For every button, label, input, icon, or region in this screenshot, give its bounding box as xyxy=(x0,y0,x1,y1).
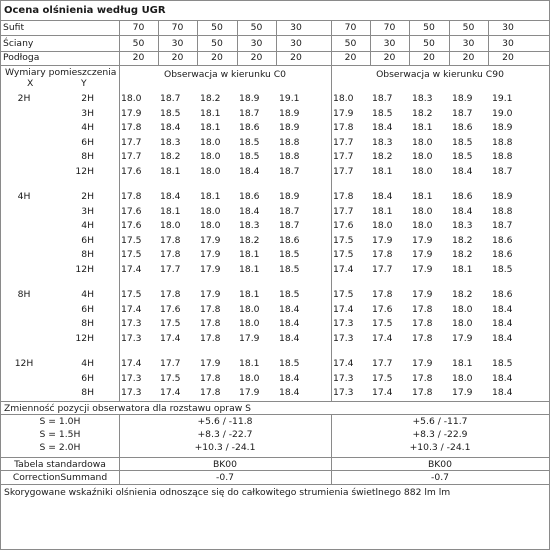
reflectance-label: Podłoga xyxy=(3,52,40,63)
ugr-c0-value: 17.5 xyxy=(121,234,142,246)
ugr-c90-value: 17.5 xyxy=(333,289,354,300)
ugr-c0-value: 17.9 xyxy=(200,289,221,300)
reflectance-value: 50 xyxy=(344,38,357,49)
ugr-c0-value: 18.4 xyxy=(160,191,181,202)
ugr-c90-value: 17.9 xyxy=(333,107,354,119)
variation-bottom-line xyxy=(1,457,549,458)
correction-label: CorrectionSummand xyxy=(12,472,108,483)
ugr-c90-value: 17.7 xyxy=(333,165,354,177)
variation-header-line xyxy=(1,414,549,415)
ugr-c0-value: 18.4 xyxy=(279,372,300,384)
variation-c0-value: +8.3 / -22.7 xyxy=(197,429,253,440)
footnote: Skorygowane wskaźniki olśnienia odnoszące się do całkowitego strumienia świetlnego 882 lm lm xyxy=(4,487,451,498)
reflectance-value: 30 xyxy=(290,38,302,49)
ugr-c90-value: 18.4 xyxy=(492,318,513,329)
title-divider xyxy=(1,20,549,21)
ugr-c0-value: 17.4 xyxy=(121,263,142,275)
ugr-c90-value: 19.0 xyxy=(492,107,513,119)
room-y-value: 6H xyxy=(81,372,94,384)
col-divider xyxy=(331,20,332,66)
ugr-c90-value: 17.3 xyxy=(333,372,354,384)
room-y-value: 2H xyxy=(81,191,94,202)
ugr-c0-value: 17.4 xyxy=(121,358,142,369)
reflectance-value: 20 xyxy=(132,52,145,63)
ugr-c90-value: 18.7 xyxy=(372,93,393,104)
ugr-c90-value: 17.9 xyxy=(412,234,433,246)
ugr-c90-value: 18.9 xyxy=(492,191,513,202)
ugr-c90-value: 18.5 xyxy=(452,151,473,162)
ugr-c90-value: 17.7 xyxy=(333,151,354,162)
ugr-c90-value: 17.9 xyxy=(412,358,433,369)
ugr-c90-value: 18.0 xyxy=(372,220,393,231)
ugr-c0-value: 17.3 xyxy=(121,372,142,384)
ugr-c90-value: 18.8 xyxy=(492,136,513,148)
ugr-c90-value: 18.1 xyxy=(372,205,393,217)
ugr-c0-value: 18.4 xyxy=(279,318,300,329)
reflectance-value: 20 xyxy=(383,52,396,63)
ugr-c0-value: 18.0 xyxy=(200,136,221,148)
ugr-c90-value: 19.1 xyxy=(492,93,513,104)
ugr-c0-value: 18.0 xyxy=(121,93,142,104)
ugr-c90-value: 17.8 xyxy=(412,372,433,384)
standard-table-label: Tabela standardowa xyxy=(14,459,106,470)
ugr-c90-value: 18.5 xyxy=(372,107,393,119)
ugr-c0-value: 18.2 xyxy=(239,234,260,246)
ugr-c90-value: 18.9 xyxy=(452,93,473,104)
col-divider xyxy=(449,20,450,66)
ugr-c0-value: 18.2 xyxy=(160,151,181,162)
ugr-c0-value: 17.9 xyxy=(239,332,260,344)
ugr-c90-value: 18.1 xyxy=(372,165,393,177)
ugr-c0-value: 17.5 xyxy=(121,289,142,300)
ugr-c0-value: 17.5 xyxy=(160,318,181,329)
ugr-c0-value: 17.9 xyxy=(200,249,221,260)
ugr-c0-value: 18.0 xyxy=(200,165,221,177)
ugr-c90-value: 18.0 xyxy=(452,318,473,329)
ugr-c0-value: 17.8 xyxy=(200,387,221,398)
ugr-c0-value: 18.0 xyxy=(239,318,260,329)
variation-top-line xyxy=(1,401,549,402)
room-y-value: 6H xyxy=(81,136,94,148)
ugr-c0-value: 17.8 xyxy=(200,303,221,315)
ugr-c0-value: 18.7 xyxy=(239,107,260,119)
room-y-value: 3H xyxy=(81,107,94,119)
ugr-c90-value: 17.7 xyxy=(333,205,354,217)
page-title: Ocena olśnienia według UGR xyxy=(4,5,166,16)
ugr-c0-value: 18.5 xyxy=(279,263,300,275)
ugr-c0-value: 17.6 xyxy=(121,220,142,231)
ugr-c90-value: 18.0 xyxy=(412,151,433,162)
col-divider xyxy=(370,20,371,66)
ugr-c0-value: 18.1 xyxy=(239,263,260,275)
ugr-c0-value: 18.8 xyxy=(279,151,300,162)
ugr-c0-value: 18.0 xyxy=(239,372,260,384)
ugr-c90-value: 18.2 xyxy=(372,151,393,162)
variation-c90-value: +8.3 / -22.9 xyxy=(412,429,468,440)
room-x-value: 4H xyxy=(17,191,31,202)
reflectance-value: 30 xyxy=(171,38,184,49)
room-x-value: 8H xyxy=(17,289,31,300)
ugr-c90-value: 18.4 xyxy=(492,303,513,315)
ugr-c90-value: 17.8 xyxy=(372,289,393,300)
ugr-c0-value: 18.6 xyxy=(239,122,260,133)
ugr-c90-value: 17.5 xyxy=(333,234,354,246)
ugr-c90-value: 17.8 xyxy=(412,318,433,329)
correction-c0: -0.7 xyxy=(216,472,234,483)
col-divider xyxy=(197,20,198,66)
room-y-value: 4H xyxy=(81,122,94,133)
ugr-c0-value: 18.1 xyxy=(239,249,260,260)
room-y-value: 6H xyxy=(81,303,94,315)
ugr-c0-value: 17.8 xyxy=(200,332,221,344)
ugr-c90-value: 17.5 xyxy=(372,372,393,384)
ugr-c90-value: 18.6 xyxy=(492,289,513,300)
ugr-c0-value: 18.0 xyxy=(200,205,221,217)
ugr-c90-value: 17.5 xyxy=(333,249,354,260)
ugr-c0-value: 18.7 xyxy=(279,165,300,177)
room-y-value: 12H xyxy=(75,165,94,177)
reflectance-value: 70 xyxy=(171,22,184,33)
ugr-c90-value: 17.5 xyxy=(372,318,393,329)
ugr-c0-value: 17.8 xyxy=(160,289,181,300)
room-y-value: 12H xyxy=(75,332,94,344)
ugr-c90-value: 18.1 xyxy=(452,358,473,369)
ugr-c90-value: 18.7 xyxy=(492,165,513,177)
ugr-c0-value: 18.5 xyxy=(239,136,260,148)
ugr-c90-value: 18.6 xyxy=(452,191,473,202)
reflectance-value: 50 xyxy=(423,22,435,33)
ugr-c0-value: 18.2 xyxy=(200,93,221,104)
ugr-c90-value: 18.2 xyxy=(452,249,473,260)
standard-table-c0: BK00 xyxy=(212,459,238,470)
reflectance-value: 50 xyxy=(132,38,145,49)
ugr-c90-value: 18.6 xyxy=(452,122,473,133)
reflectance-row-line xyxy=(1,65,549,66)
ugr-c0-value: 17.8 xyxy=(160,249,181,260)
reflectance-value: 20 xyxy=(250,52,263,63)
ugr-c90-value: 17.7 xyxy=(372,263,393,275)
room-y-value: 8H xyxy=(81,249,94,260)
ugr-c0-value: 17.8 xyxy=(200,318,221,329)
reflectance-value: 50 xyxy=(211,38,223,49)
ugr-c0-value: 17.7 xyxy=(121,136,142,148)
reflectance-value: 50 xyxy=(211,22,223,33)
ugr-c90-value: 17.7 xyxy=(372,358,393,369)
room-y-value: 4H xyxy=(81,289,94,300)
ugr-c0-value: 17.9 xyxy=(200,234,221,246)
room-x-value: 12H xyxy=(14,358,34,369)
room-dims-label: Wymiary pomieszczenia xyxy=(5,67,117,78)
col-divider xyxy=(276,20,277,66)
reflectance-value: 30 xyxy=(502,38,514,49)
room-y-value: 6H xyxy=(81,234,94,246)
spacing-label: S = 2.0H xyxy=(39,442,81,453)
col-divider xyxy=(119,20,120,66)
ugr-c90-value: 17.9 xyxy=(412,249,433,260)
ugr-c90-value: 17.4 xyxy=(372,387,393,398)
ugr-c90-value: 18.0 xyxy=(412,165,433,177)
ugr-c90-value: 17.9 xyxy=(412,289,433,300)
reflectance-value: 50 xyxy=(462,22,475,33)
ugr-c90-value: 18.7 xyxy=(492,220,513,231)
ugr-c90-value: 18.1 xyxy=(412,122,433,133)
ugr-c0-value: 17.6 xyxy=(160,303,181,315)
reflectance-value: 70 xyxy=(132,22,145,33)
reflectance-label: Ściany xyxy=(3,38,34,49)
ugr-c90-value: 17.8 xyxy=(412,387,433,398)
room-y-value: 8H xyxy=(81,387,94,398)
ugr-c0-value: 18.9 xyxy=(279,107,300,119)
reflectance-value: 30 xyxy=(290,22,302,33)
ugr-c90-value: 18.2 xyxy=(452,234,473,246)
ugr-c0-value: 18.8 xyxy=(279,136,300,148)
ugr-c0-value: 18.3 xyxy=(160,136,181,148)
ugr-c0-value: 18.5 xyxy=(279,289,300,300)
ugr-c90-value: 17.4 xyxy=(333,358,354,369)
col-divider xyxy=(488,20,489,66)
ugr-c90-value: 17.4 xyxy=(333,263,354,275)
ugr-c90-value: 17.6 xyxy=(372,303,393,315)
ugr-c90-value: 17.8 xyxy=(333,122,354,133)
ugr-c0-value: 18.6 xyxy=(279,234,300,246)
reflectance-row-line xyxy=(1,35,549,36)
room-y-value: 8H xyxy=(81,151,94,162)
ugr-c0-value: 17.7 xyxy=(160,358,181,369)
obs-c90-header: Obserwacja w kierunku C90 xyxy=(376,69,504,80)
ugr-c0-value: 17.5 xyxy=(121,249,142,260)
col-divider xyxy=(158,20,159,66)
ugr-c0-value: 18.0 xyxy=(200,151,221,162)
reflectance-value: 20 xyxy=(423,52,435,63)
ugr-c0-value: 17.7 xyxy=(160,263,181,275)
ugr-c0-value: 17.4 xyxy=(160,387,181,398)
ugr-c90-value: 18.8 xyxy=(492,151,513,162)
ugr-c90-value: 17.3 xyxy=(333,332,354,344)
ugr-c0-value: 18.9 xyxy=(239,93,260,104)
ugr-c0-value: 18.1 xyxy=(200,191,221,202)
ugr-c0-value: 18.0 xyxy=(239,303,260,315)
ugr-c90-value: 18.0 xyxy=(412,220,433,231)
ugr-c90-value: 18.4 xyxy=(492,387,513,398)
ugr-c0-value: 18.4 xyxy=(279,387,300,398)
ugr-c90-value: 18.3 xyxy=(372,136,393,148)
ugr-c90-value: 17.8 xyxy=(412,303,433,315)
standard-table-c90: BK00 xyxy=(427,459,453,470)
ugr-c90-value: 18.4 xyxy=(492,372,513,384)
ugr-c90-value: 18.4 xyxy=(372,122,393,133)
ugr-c90-value: 18.5 xyxy=(452,136,473,148)
ugr-c0-value: 18.7 xyxy=(279,220,300,231)
ugr-c90-value: 18.7 xyxy=(452,107,473,119)
spacing-label: S = 1.0H xyxy=(39,416,81,427)
ugr-c0-value: 18.0 xyxy=(160,220,181,231)
ugr-c0-value: 17.9 xyxy=(239,387,260,398)
room-y-value: 8H xyxy=(81,318,94,329)
variation-c90-value: +10.3 / -24.1 xyxy=(409,442,471,453)
ugr-c0-value: 18.1 xyxy=(239,289,260,300)
ugr-c90-value: 18.9 xyxy=(492,122,513,133)
dims-divider xyxy=(119,65,120,401)
room-y-value: 3H xyxy=(81,205,94,217)
variation-c90-value: +5.6 / -11.7 xyxy=(412,416,468,427)
ugr-c0-value: 18.4 xyxy=(239,205,260,217)
ugr-c90-value: 17.9 xyxy=(452,387,473,398)
ugr-c0-value: 17.4 xyxy=(121,303,142,315)
ugr-c90-value: 17.8 xyxy=(412,332,433,344)
ugr-c0-value: 18.5 xyxy=(279,249,300,260)
ugr-c0-value: 18.3 xyxy=(239,220,260,231)
ugr-c0-value: 18.9 xyxy=(279,122,300,133)
ugr-c0-value: 17.3 xyxy=(121,387,142,398)
correction-c90: -0.7 xyxy=(431,472,449,483)
ugr-c90-value: 18.2 xyxy=(412,107,433,119)
variation-c0-value: +10.3 / -24.1 xyxy=(194,442,256,453)
ugr-c0-value: 18.6 xyxy=(239,191,260,202)
ugr-c0-value: 18.4 xyxy=(160,122,181,133)
ugr-c90-value: 18.3 xyxy=(452,220,473,231)
reflectance-value: 50 xyxy=(250,22,263,33)
ugr-c90-value: 18.0 xyxy=(412,136,433,148)
ugr-c0-value: 18.7 xyxy=(160,93,181,104)
ugr-c90-value: 18.4 xyxy=(372,191,393,202)
ugr-c0-value: 18.1 xyxy=(160,205,181,217)
variation-c0-value: +5.6 / -11.8 xyxy=(197,416,253,427)
ugr-c90-value: 18.6 xyxy=(492,249,513,260)
reflectance-value: 30 xyxy=(250,38,263,49)
ugr-c90-value: 17.4 xyxy=(333,303,354,315)
ugr-c0-value: 18.9 xyxy=(279,191,300,202)
ugr-c0-value: 17.7 xyxy=(121,151,142,162)
ugr-c0-value: 18.1 xyxy=(200,107,221,119)
ugr-c90-value: 17.4 xyxy=(372,332,393,344)
x-axis-label: X xyxy=(27,78,34,89)
ugr-c90-value: 18.3 xyxy=(412,93,433,104)
ugr-c0-value: 17.8 xyxy=(121,122,142,133)
ugr-c90-value: 18.0 xyxy=(452,372,473,384)
spacing-label: S = 1.5H xyxy=(39,429,81,440)
ugr-c0-value: 18.5 xyxy=(239,151,260,162)
reflectance-value: 30 xyxy=(502,22,514,33)
ugr-c90-value: 17.9 xyxy=(412,263,433,275)
ugr-c0-value: 18.1 xyxy=(239,358,260,369)
reflectance-value: 20 xyxy=(502,52,514,63)
ugr-c0-value: 17.3 xyxy=(121,318,142,329)
ugr-c90-value: 18.0 xyxy=(333,93,354,104)
reflectance-value: 20 xyxy=(171,52,184,63)
room-y-value: 2H xyxy=(81,93,94,104)
ugr-c0-value: 18.4 xyxy=(239,165,260,177)
reflectance-value: 30 xyxy=(462,38,475,49)
ugr-c90-value: 18.0 xyxy=(452,303,473,315)
ugr-c90-value: 18.8 xyxy=(492,205,513,217)
ugr-c90-value: 17.3 xyxy=(333,387,354,398)
c0-c90-divider xyxy=(331,65,332,401)
ugr-c90-value: 17.9 xyxy=(372,234,393,246)
ugr-c0-value: 18.5 xyxy=(279,358,300,369)
ugr-c90-value: 17.7 xyxy=(333,136,354,148)
ugr-c0-value: 17.8 xyxy=(200,372,221,384)
ugr-c0-value: 18.4 xyxy=(279,303,300,315)
ugr-c90-value: 18.4 xyxy=(492,332,513,344)
ugr-c0-value: 18.5 xyxy=(160,107,181,119)
ugr-c0-value: 17.6 xyxy=(121,205,142,217)
col-divider xyxy=(409,20,410,66)
room-x-value: 2H xyxy=(17,93,31,104)
ugr-c0-value: 18.7 xyxy=(279,205,300,217)
reflectance-value: 20 xyxy=(290,52,302,63)
ugr-c90-value: 17.6 xyxy=(333,220,354,231)
footnote-top-line xyxy=(1,484,549,485)
ugr-c0-value: 18.0 xyxy=(200,220,221,231)
room-y-value: 4H xyxy=(81,220,94,231)
ugr-c0-value: 18.1 xyxy=(160,165,181,177)
ugr-c90-value: 18.4 xyxy=(452,205,473,217)
ugr-c0-value: 18.4 xyxy=(279,332,300,344)
reflectance-value: 50 xyxy=(423,38,435,49)
obs-c0-header: Obserwacja w kierunku C0 xyxy=(163,69,286,80)
ugr-c90-value: 18.5 xyxy=(492,263,513,275)
ugr-c90-value: 17.3 xyxy=(333,318,354,329)
ugr-c90-value: 17.8 xyxy=(333,191,354,202)
ugr-c0-value: 19.1 xyxy=(279,93,300,104)
ugr-c0-value: 17.9 xyxy=(200,358,221,369)
reflectance-value: 70 xyxy=(344,22,357,33)
y-axis-label: Y xyxy=(81,78,87,89)
ugr-c90-value: 17.9 xyxy=(452,332,473,344)
reflectance-value: 30 xyxy=(383,38,396,49)
variation-label: Zmienność pozycji obserwatora dla rozstawu opraw S xyxy=(4,403,251,414)
ugr-c90-value: 18.4 xyxy=(452,165,473,177)
ugr-c0-value: 17.9 xyxy=(200,263,221,275)
ugr-c0-value: 17.8 xyxy=(160,234,181,246)
ugr-c0-value: 17.3 xyxy=(121,332,142,344)
ugr-c0-value: 17.9 xyxy=(121,107,142,119)
ugr-c90-value: 18.2 xyxy=(452,289,473,300)
ugr-c90-value: 18.1 xyxy=(412,191,433,202)
room-y-value: 4H xyxy=(81,358,94,369)
ugr-c90-value: 17.8 xyxy=(372,249,393,260)
reflectance-value: 20 xyxy=(462,52,475,63)
ugr-c0-value: 17.4 xyxy=(160,332,181,344)
col-divider xyxy=(237,20,238,66)
ugr-c0-value: 17.8 xyxy=(121,191,142,202)
reflectance-value: 20 xyxy=(344,52,357,63)
reflectance-label: Sufit xyxy=(3,22,25,33)
ugr-c90-value: 18.0 xyxy=(412,205,433,217)
ugr-c0-value: 17.6 xyxy=(121,165,142,177)
ugr-c90-value: 18.6 xyxy=(492,234,513,246)
room-y-value: 12H xyxy=(75,263,94,275)
reflectance-value: 70 xyxy=(383,22,396,33)
reflectance-value: 20 xyxy=(211,52,223,63)
ugr-c0-value: 17.5 xyxy=(160,372,181,384)
row-line xyxy=(1,470,549,471)
ugr-c90-value: 18.1 xyxy=(452,263,473,275)
ugr-c90-value: 18.5 xyxy=(492,358,513,369)
ugr-c0-value: 18.1 xyxy=(200,122,221,133)
